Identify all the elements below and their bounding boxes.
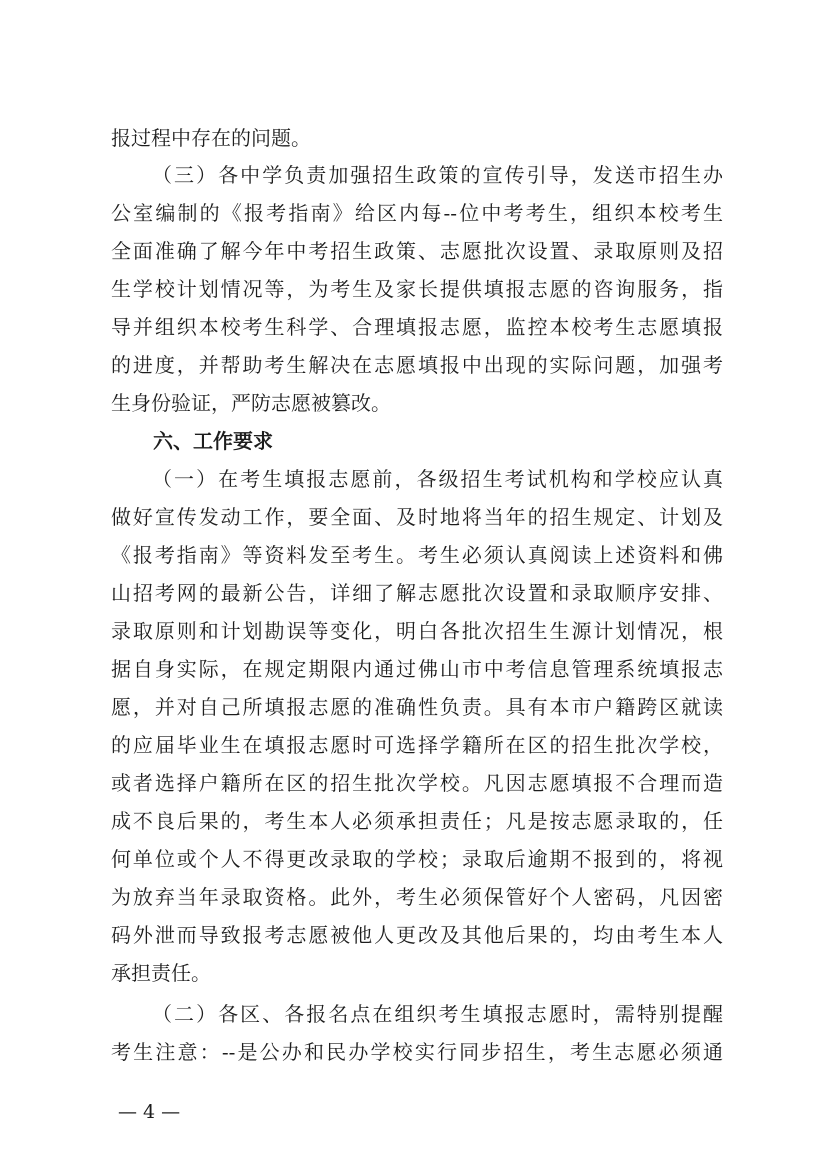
text-line: 考生注意：--是公办和民办学校实行同步招生，考生志愿必须通 <box>111 1040 723 1064</box>
text-line: 导并组织本校考生科学、合理填报志愿，监控本校考生志愿填报 <box>111 315 723 339</box>
text-line: 何单位或个人不得更改录取的学校；录取后逾期不报到的，将视 <box>111 847 723 871</box>
text-line: 报过程中存在的问题。 <box>111 126 311 150</box>
text-line: 山招考网的最新公告，详细了解志愿批次设置和录取顺序安排、 <box>111 581 723 605</box>
text-line: 公室编制的《报考指南》给区内每--位中考考生，组织本校考生 <box>111 201 723 225</box>
text-line: 承担责任。 <box>111 961 211 985</box>
text-line: 做好宣传发动工作，要全面、及时地将当年的招生规定、计划及 <box>111 505 723 529</box>
text-line: 成不良后果的，考生本人必须承担责任；凡是按志愿录取的，任 <box>111 809 723 833</box>
text-line: 全面准确了解今年中考招生政策、志愿批次设置、录取原则及招 <box>111 239 723 263</box>
paragraph-start-line: （一）在考生填报志愿前，各级招生考试机构和学校应认真 <box>152 467 723 491</box>
text-line: 的应届毕业生在填报志愿时可选择学籍所在区的招生批次学校， <box>111 733 723 757</box>
page-number: — 4 — <box>118 1101 181 1123</box>
text-line: 录取原则和计划勘误等变化，明白各批次招生生源计划情况，根 <box>111 619 723 643</box>
section-heading: 六、工作要求 <box>153 429 273 453</box>
text-line: 生身份验证，严防志愿被篡改。 <box>111 391 391 415</box>
text-line: 或者选择户籍所在区的招生批次学校。凡因志愿填报不合理而造 <box>111 771 723 795</box>
text-line: 码外泄而导致报考志愿被他人更改及其他后果的，均由考生本人 <box>111 923 723 947</box>
text-line: 为放弃当年录取资格。此外，考生必须保管好个人密码，凡因密 <box>111 885 723 909</box>
text-line: 生学校计划情况等，为考生及家长提供填报志愿的咨询服务，指 <box>111 277 723 301</box>
text-line: 的进度，并帮助考生解决在志愿填报中出现的实际问题，加强考 <box>111 353 723 377</box>
paragraph-start-line: （二）各区、各报名点在组织考生填报志愿时，需特别提醒 <box>152 1002 723 1026</box>
text-line: 据自身实际，在规定期限内通过佛山市中考信息管理系统填报志 <box>111 657 723 681</box>
text-line: 愿，并对自己所填报志愿的准确性负责。具有本市户籍跨区就读 <box>111 695 723 719</box>
text-line: 《报考指南》等资料发至考生。考生必须认真阅读上述资料和佛 <box>111 543 723 567</box>
paragraph-start-line: （三）各中学负责加强招生政策的宣传引导，发送市招生办 <box>152 163 723 187</box>
